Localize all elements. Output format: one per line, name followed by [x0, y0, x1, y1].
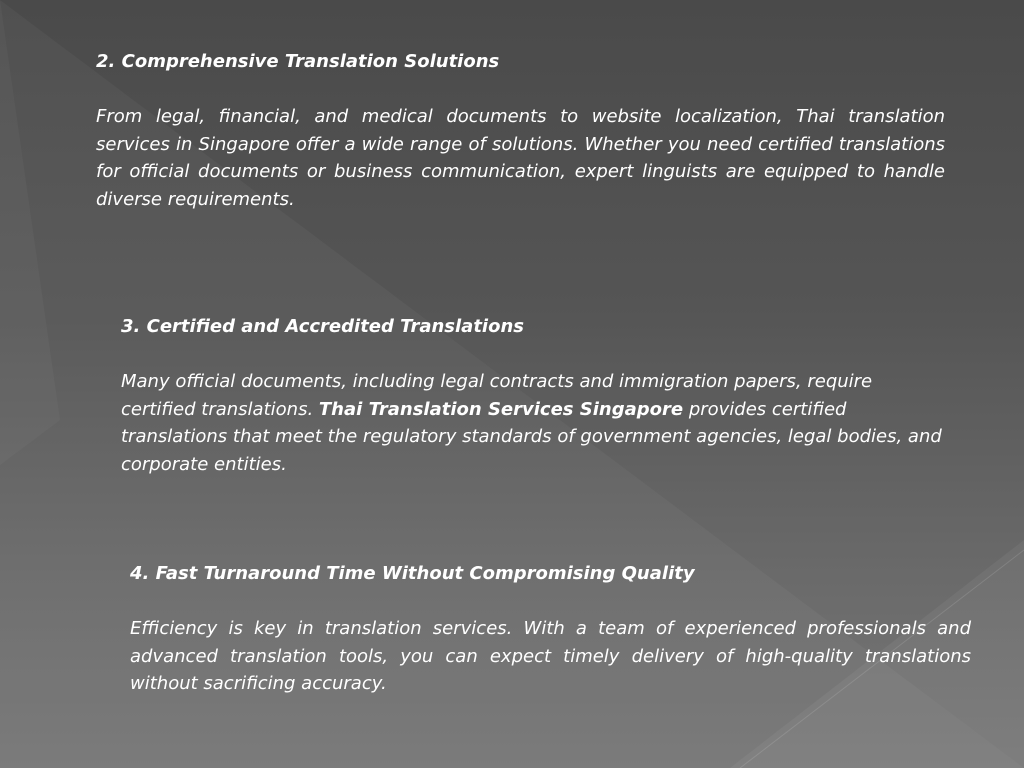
section-fast-turnaround [130, 560, 971, 698]
section-heading: 3. Certified and Accredited Translations [121, 316, 524, 337]
section-heading: 2. Comprehensive Translation Solutions [96, 51, 500, 72]
section-body: Efficiency is key in translation services. With a team of experienced professionals and advanced translation tools, you can expect timely delivery of high-quality translations without sacrificing accuracy. [130, 618, 971, 694]
section-body [121, 368, 943, 478]
section-body-text: Many official documents, including legal contracts and immigration papers, require certified translations. [121, 371, 873, 420]
section-certified-translations [121, 313, 943, 478]
section-heading: 4. Fast Turnaround Time Without Compromising Quality [130, 563, 695, 584]
section-body: From legal, financial, and medical documents to website localization, Thai translation services in Singapore offer a wide range of solutions. Whether you need certified translations for official documents or business communication, expert linguists are equipped to handle diverse requirements. [96, 106, 945, 210]
section-body-text: provides certified translations that meet the regulatory standards of government agencies, legal bodies, and corporate entities. [121, 398, 942, 475]
service-name-emphasis: Thai Translation Services Singapore [318, 398, 684, 420]
section-comprehensive-solutions [96, 48, 945, 213]
